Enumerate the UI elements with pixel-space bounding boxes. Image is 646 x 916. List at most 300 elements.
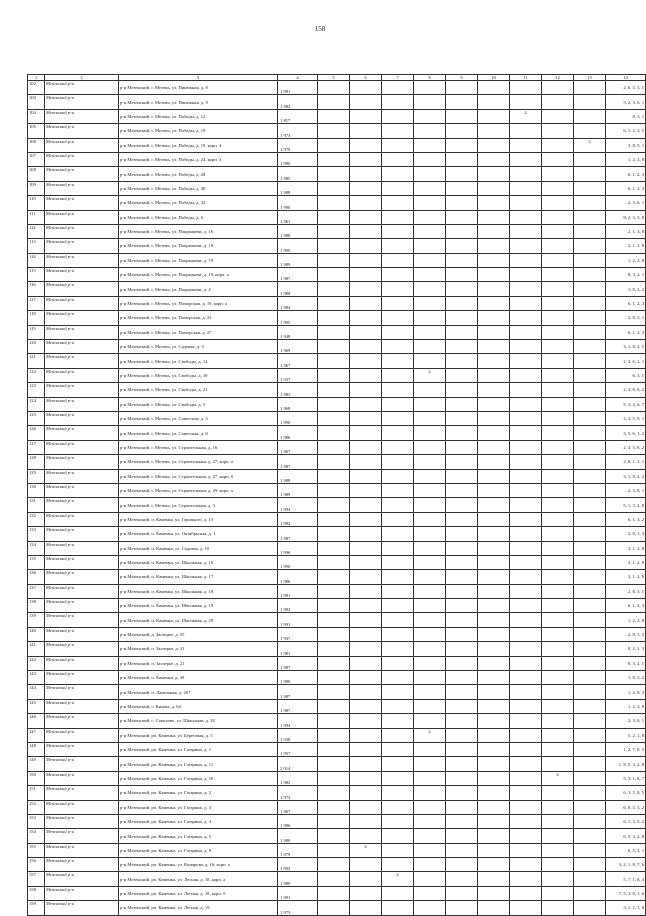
mark-cell-col-9 [446,814,478,828]
mark-cell-col-11 [510,599,542,613]
district-cell: Мезенский р-н [45,152,119,166]
year-cell: 1 988 [278,469,318,483]
mark-cell-col-5 [318,613,350,627]
mark-cell-col-12 [542,469,574,483]
row-number-cell: 135 [28,555,45,569]
year-cell: 1 987 [278,656,318,670]
mark-cell-col-5 [318,109,350,123]
mark-cell-col-10 [478,282,510,296]
mark-cell-col-8 [414,469,446,483]
mark-cell-col-10 [478,296,510,310]
mark-cell-col-8 [414,397,446,411]
mark-cell-col-10 [478,843,510,857]
year-cell: 1 938 [278,728,318,742]
mark-cell-col-6 [350,268,382,282]
address-cell: р-н Мезенский, г. Мезень, ул. Победы, д. 24, корп. 3 [119,152,278,166]
table-row [28,354,646,368]
mark-cell-col-5 [318,296,350,310]
code-cell: 3, 1, 2, 5, 8 [606,901,646,915]
mark-cell-col-11 [510,455,542,469]
row-number-cell: 142 [28,656,45,670]
mark-cell-col-9 [446,282,478,296]
address-cell: р-н Мезенский, рп. Каменка, ул. Гагарина, д. 2 [119,786,278,800]
mark-cell-col-8 [414,296,446,310]
mark-cell-col-12 [542,138,574,152]
mark-cell-col-6 [350,800,382,814]
table-row [28,685,646,699]
address-cell: р-н Мезенский, рп. Каменка, ул. Лесная, д. 19 [119,901,278,915]
mark-cell-col-6 [350,656,382,670]
mark-cell-col-11 [510,786,542,800]
year-cell: 1 991 [278,613,318,627]
mark-cell-col-11 [510,901,542,915]
mark-cell-col-8 [414,354,446,368]
row-number-cell: 151 [28,786,45,800]
table-row [28,340,646,354]
mark-cell-col-10 [478,728,510,742]
mark-cell-col-11 [510,426,542,440]
table-row [28,253,646,267]
mark-cell-col-12: 2 [542,771,574,785]
mark-cell-col-13 [574,771,606,785]
mark-cell-col-7 [382,152,414,166]
address-cell: р-н Мезенский, г. Мезень, ул. Строительная, д. 27, корп. б [119,469,278,483]
mark-cell-col-12 [542,411,574,425]
year-cell: 1 989 [278,872,318,886]
mark-cell-col-5 [318,584,350,598]
mark-cell-col-5 [318,800,350,814]
mark-cell-col-5 [318,124,350,138]
row-number-cell: 105 [28,124,45,138]
mark-cell-col-8 [414,771,446,785]
district-cell: Мезенский р-н [45,872,119,886]
mark-cell-col-7 [382,383,414,397]
district-cell: Мезенский р-н [45,714,119,728]
mark-cell-col-5 [318,325,350,339]
mark-cell-col-11 [510,872,542,886]
mark-cell-col-8 [414,570,446,584]
mark-cell-col-5 [318,858,350,872]
address-cell: р-н Мезенский, г. Мезень, ул. Победы, д. 30 [119,181,278,195]
mark-cell-col-10 [478,426,510,440]
row-number-cell: 157 [28,872,45,886]
mark-cell-col-13 [574,627,606,641]
mark-cell-col-7 [382,426,414,440]
row-number-cell: 118 [28,311,45,325]
mark-cell-col-9 [446,584,478,598]
mark-cell-col-11 [510,728,542,742]
mark-cell-col-12 [542,440,574,454]
address-cell: р-н Мезенский, г. Мезень, ул. Пинежная, д. 8 [119,81,278,95]
mark-cell-col-5 [318,627,350,641]
mark-cell-col-6 [350,728,382,742]
row-number-cell: 147 [28,728,45,742]
row-number-cell: 123 [28,383,45,397]
address-cell: р-н Мезенский, г. Мезень, ул. Победы, д. 32 [119,196,278,210]
mark-cell-col-9 [446,599,478,613]
address-cell: р-н Мезенский, п. Каменка, ул. Школьная, д. 18 [119,584,278,598]
mark-cell-col-7 [382,483,414,497]
mark-cell-col-5 [318,714,350,728]
mark-cell-col-5 [318,555,350,569]
district-cell: Мезенский р-н [45,196,119,210]
mark-cell-col-6 [350,599,382,613]
mark-cell-col-6 [350,253,382,267]
mark-cell-col-8 [414,671,446,685]
mark-cell-col-10 [478,152,510,166]
mark-cell-col-11 [510,354,542,368]
mark-cell-col-6 [350,714,382,728]
mark-cell-col-5 [318,167,350,181]
year-cell: 1 981 [278,642,318,656]
table-row [28,671,646,685]
column-header: 2 [45,75,119,81]
row-number-cell: 150 [28,771,45,785]
mark-cell-col-10 [478,239,510,253]
mark-cell-col-5 [318,455,350,469]
year-cell: 1 990 [278,152,318,166]
mark-cell-col-10 [478,886,510,900]
mark-cell-col-10 [478,742,510,756]
mark-cell-col-11 [510,829,542,843]
address-cell: р-н Мезенский, рп. Каменка, ул. Гагарина, д. 1 [119,742,278,756]
mark-cell-col-6 [350,757,382,771]
mark-cell-col-6 [350,584,382,598]
address-cell: р-н Мезенский, п. Каменка, ул. Школьная, д. 16 [119,555,278,569]
mark-cell-col-8 [414,512,446,526]
register-table [27,74,646,916]
mark-cell-col-6 [350,886,382,900]
mark-cell-col-6 [350,786,382,800]
mark-cell-col-5 [318,685,350,699]
row-number-cell: 104 [28,109,45,123]
year-cell: 1 980 [278,829,318,843]
table-row [28,742,646,756]
mark-cell-col-8 [414,814,446,828]
mark-cell-col-11 [510,152,542,166]
mark-cell-col-5 [318,268,350,282]
mark-cell-col-8: 2 [414,368,446,382]
mark-cell-col-6 [350,426,382,440]
mark-cell-col-12 [542,671,574,685]
mark-cell-col-11: 2 [510,109,542,123]
mark-cell-col-5 [318,829,350,843]
table-row [28,527,646,541]
mark-cell-col-10 [478,411,510,425]
mark-cell-col-10 [478,512,510,526]
code-cell: 8, 3, 2, 1 [606,656,646,670]
table-row [28,167,646,181]
row-number-cell: 159 [28,901,45,915]
code-cell: 6, 5, 3, 1 [606,843,646,857]
code-cell: 3, 1, 2, 8 [606,555,646,569]
row-number-cell: 108 [28,167,45,181]
mark-cell-col-5 [318,239,350,253]
code-cell: 1, 2, 3, 8 [606,699,646,713]
district-cell: Мезенский р-н [45,685,119,699]
mark-cell-col-5 [318,152,350,166]
mark-cell-col-5 [318,138,350,152]
mark-cell-col-12 [542,829,574,843]
mark-cell-col-9 [446,455,478,469]
row-number-cell: 129 [28,469,45,483]
table-row [28,555,646,569]
address-cell: р-н Мезенский, п. Заозерье, д. 21 [119,642,278,656]
mark-cell-col-12 [542,555,574,569]
mark-cell-col-12 [542,699,574,713]
mark-cell-col-5 [318,397,350,411]
year-cell: 1 980 [278,671,318,685]
mark-cell-col-9 [446,167,478,181]
mark-cell-col-7 [382,239,414,253]
mark-cell-col-5 [318,340,350,354]
address-cell: р-н Мезенский, рп. Каменка, ул. Гагарина, д. 5 [119,829,278,843]
code-cell: 2, 8, 1, 3 [606,527,646,541]
mark-cell-col-8 [414,483,446,497]
table-row [28,843,646,857]
mark-cell-col-12 [542,109,574,123]
mark-cell-col-8 [414,268,446,282]
mark-cell-col-8 [414,95,446,109]
mark-cell-col-7 [382,656,414,670]
mark-cell-col-9 [446,152,478,166]
district-cell: Мезенский р-н [45,296,119,310]
code-cell: 2, 3, 8, 6, 2 [606,383,646,397]
mark-cell-col-9 [446,728,478,742]
mark-cell-col-6 [350,397,382,411]
mark-cell-col-6 [350,81,382,95]
mark-cell-col-5 [318,181,350,195]
mark-cell-col-5 [318,757,350,771]
address-cell: р-н Мезенский, г. Мезень, ул. Покрышева, д. 18 [119,239,278,253]
mark-cell-col-13 [574,383,606,397]
mark-cell-col-9 [446,81,478,95]
mark-cell-col-6 [350,901,382,915]
mark-cell-col-5 [318,901,350,915]
mark-cell-col-13 [574,584,606,598]
year-cell: 1 948 [278,325,318,339]
mark-cell-col-6 [350,498,382,512]
mark-cell-col-7 [382,627,414,641]
mark-cell-col-7 [382,728,414,742]
address-cell: р-н Мезенский, г. Мезень, ул. Свободы, д. 19 [119,368,278,382]
mark-cell-col-9 [446,383,478,397]
mark-cell-col-6 [350,555,382,569]
mark-cell-col-9 [446,858,478,872]
row-number-cell: 133 [28,527,45,541]
mark-cell-col-13 [574,253,606,267]
mark-cell-col-7 [382,829,414,843]
mark-cell-col-7 [382,311,414,325]
row-number-cell: 114 [28,253,45,267]
mark-cell-col-10 [478,325,510,339]
mark-cell-col-13 [574,570,606,584]
mark-cell-col-13 [574,397,606,411]
mark-cell-col-11 [510,311,542,325]
mark-cell-col-8 [414,742,446,756]
mark-cell-col-8 [414,829,446,843]
mark-cell-col-10 [478,613,510,627]
district-cell: Мезенский р-н [45,814,119,828]
row-number-cell: 107 [28,152,45,166]
mark-cell-col-12 [542,282,574,296]
row-number-cell: 120 [28,340,45,354]
mark-cell-col-11 [510,714,542,728]
year-cell: 1 985 [278,167,318,181]
mark-cell-col-12 [542,843,574,857]
table-row [28,268,646,282]
mark-cell-col-12 [542,570,574,584]
mark-cell-col-8 [414,656,446,670]
mark-cell-col-10 [478,872,510,886]
mark-cell-col-11 [510,555,542,569]
table-row [28,570,646,584]
year-cell: 1 968 [278,397,318,411]
mark-cell-col-5 [318,699,350,713]
column-header: 10 [478,75,510,81]
mark-cell-col-8 [414,527,446,541]
mark-cell-col-8 [414,181,446,195]
district-cell: Мезенский р-н [45,771,119,785]
table-row [28,95,646,109]
mark-cell-col-6 [350,311,382,325]
mark-cell-col-7 [382,411,414,425]
column-header: 9 [446,75,478,81]
mark-cell-col-7 [382,642,414,656]
mark-cell-col-9 [446,786,478,800]
mark-cell-col-5 [318,541,350,555]
table-row [28,541,646,555]
mark-cell-col-12 [542,872,574,886]
mark-cell-col-11 [510,512,542,526]
mark-cell-col-10 [478,814,510,828]
mark-cell-col-11 [510,814,542,828]
row-number-cell: 138 [28,599,45,613]
address-cell: р-н Мезенский, г. Мезень, ул. Поморская, д. 19, корп. а [119,296,278,310]
row-number-cell: 116 [28,282,45,296]
code-cell: 5, 2, 1, 8 [606,728,646,742]
mark-cell-col-7 [382,786,414,800]
mark-cell-col-10 [478,685,510,699]
mark-cell-col-11 [510,124,542,138]
mark-cell-col-12 [542,901,574,915]
table-row [28,81,646,95]
code-cell: 1, 8, 5, 3, 2, 8 [606,757,646,771]
address-cell: р-н Мезенский, п. Каменка, д. 49 [119,671,278,685]
mark-cell-col-10 [478,829,510,843]
code-cell: 2, 1, 3, 8 [606,239,646,253]
mark-cell-col-13 [574,527,606,541]
mark-cell-col-13 [574,469,606,483]
district-cell: Мезенский р-н [45,138,119,152]
mark-cell-col-8 [414,340,446,354]
year-cell: 1 937 [278,627,318,641]
mark-cell-col-13 [574,642,606,656]
mark-cell-col-5 [318,311,350,325]
mark-cell-col-5 [318,426,350,440]
mark-cell-col-10 [478,642,510,656]
mark-cell-col-7 [382,843,414,857]
mark-cell-col-5 [318,224,350,238]
mark-cell-col-7 [382,671,414,685]
mark-cell-col-9 [446,325,478,339]
mark-cell-col-13 [574,354,606,368]
mark-cell-col-7 [382,541,414,555]
mark-cell-col-11 [510,239,542,253]
mark-cell-col-12 [542,512,574,526]
district-cell: Мезенский р-н [45,858,119,872]
mark-cell-col-8 [414,152,446,166]
district-cell: Мезенский р-н [45,656,119,670]
column-header: 8 [414,75,446,81]
year-cell: 1 988 [278,181,318,195]
address-cell: р-н Мезенский, г. Мезень, ул. Советская, д. 3 [119,411,278,425]
year-cell: 1 991 [278,81,318,95]
code-cell: 2, 3, 5, 8, 2 [606,440,646,454]
mark-cell-col-7 [382,570,414,584]
table-row [28,786,646,800]
mark-cell-col-10 [478,455,510,469]
mark-cell-col-10 [478,584,510,598]
mark-cell-col-9 [446,800,478,814]
table-row [28,325,646,339]
mark-cell-col-10 [478,397,510,411]
mark-cell-col-5 [318,95,350,109]
year-cell: 1 967 [278,800,318,814]
table-row [28,224,646,238]
table-row [28,455,646,469]
mark-cell-col-11 [510,498,542,512]
code-cell: 5, 3, 1, 8, 7 [606,771,646,785]
mark-cell-col-12 [542,196,574,210]
code-cell: 1, 8, 3, 2 [606,282,646,296]
mark-cell-col-9 [446,901,478,915]
mark-cell-col-5 [318,771,350,785]
mark-cell-col-12 [542,152,574,166]
mark-cell-col-7 [382,210,414,224]
mark-cell-col-11 [510,167,542,181]
mark-cell-col-10 [478,786,510,800]
mark-cell-col-8 [414,224,446,238]
address-cell: р-н Мезенский, г. Мезень, ул. Покрышева, д. 4 [119,282,278,296]
mark-cell-col-10 [478,656,510,670]
mark-cell-col-5 [318,671,350,685]
row-number-cell: 126 [28,426,45,440]
mark-cell-col-11 [510,771,542,785]
mark-cell-col-12 [542,858,574,872]
mark-cell-col-9 [446,742,478,756]
code-cell: 2, 8, 3, 1 [606,584,646,598]
address-cell: р-н Мезенский, г. Мезень, ул. Строительная, д. 29, корп. а [119,483,278,497]
district-cell: Мезенский р-н [45,671,119,685]
row-number-cell: 127 [28,440,45,454]
year-cell: 1 982 [278,599,318,613]
mark-cell-col-10 [478,224,510,238]
district-cell: Мезенский р-н [45,584,119,598]
table-row [28,627,646,641]
address-cell: р-н Мезенский, г. Мезень, ул. Победы, д. 12 [119,109,278,123]
code-cell: 3, 8, 5, 1 [606,138,646,152]
mark-cell-col-13 [574,440,606,454]
mark-cell-col-9 [446,685,478,699]
mark-cell-col-9 [446,512,478,526]
mark-cell-col-13 [574,124,606,138]
mark-cell-col-12 [542,296,574,310]
mark-cell-col-7 [382,512,414,526]
mark-cell-col-11 [510,671,542,685]
address-cell: р-н Мезенский, г. Мезень, ул. Пинежная, д. 9 [119,95,278,109]
mark-cell-col-6 [350,95,382,109]
